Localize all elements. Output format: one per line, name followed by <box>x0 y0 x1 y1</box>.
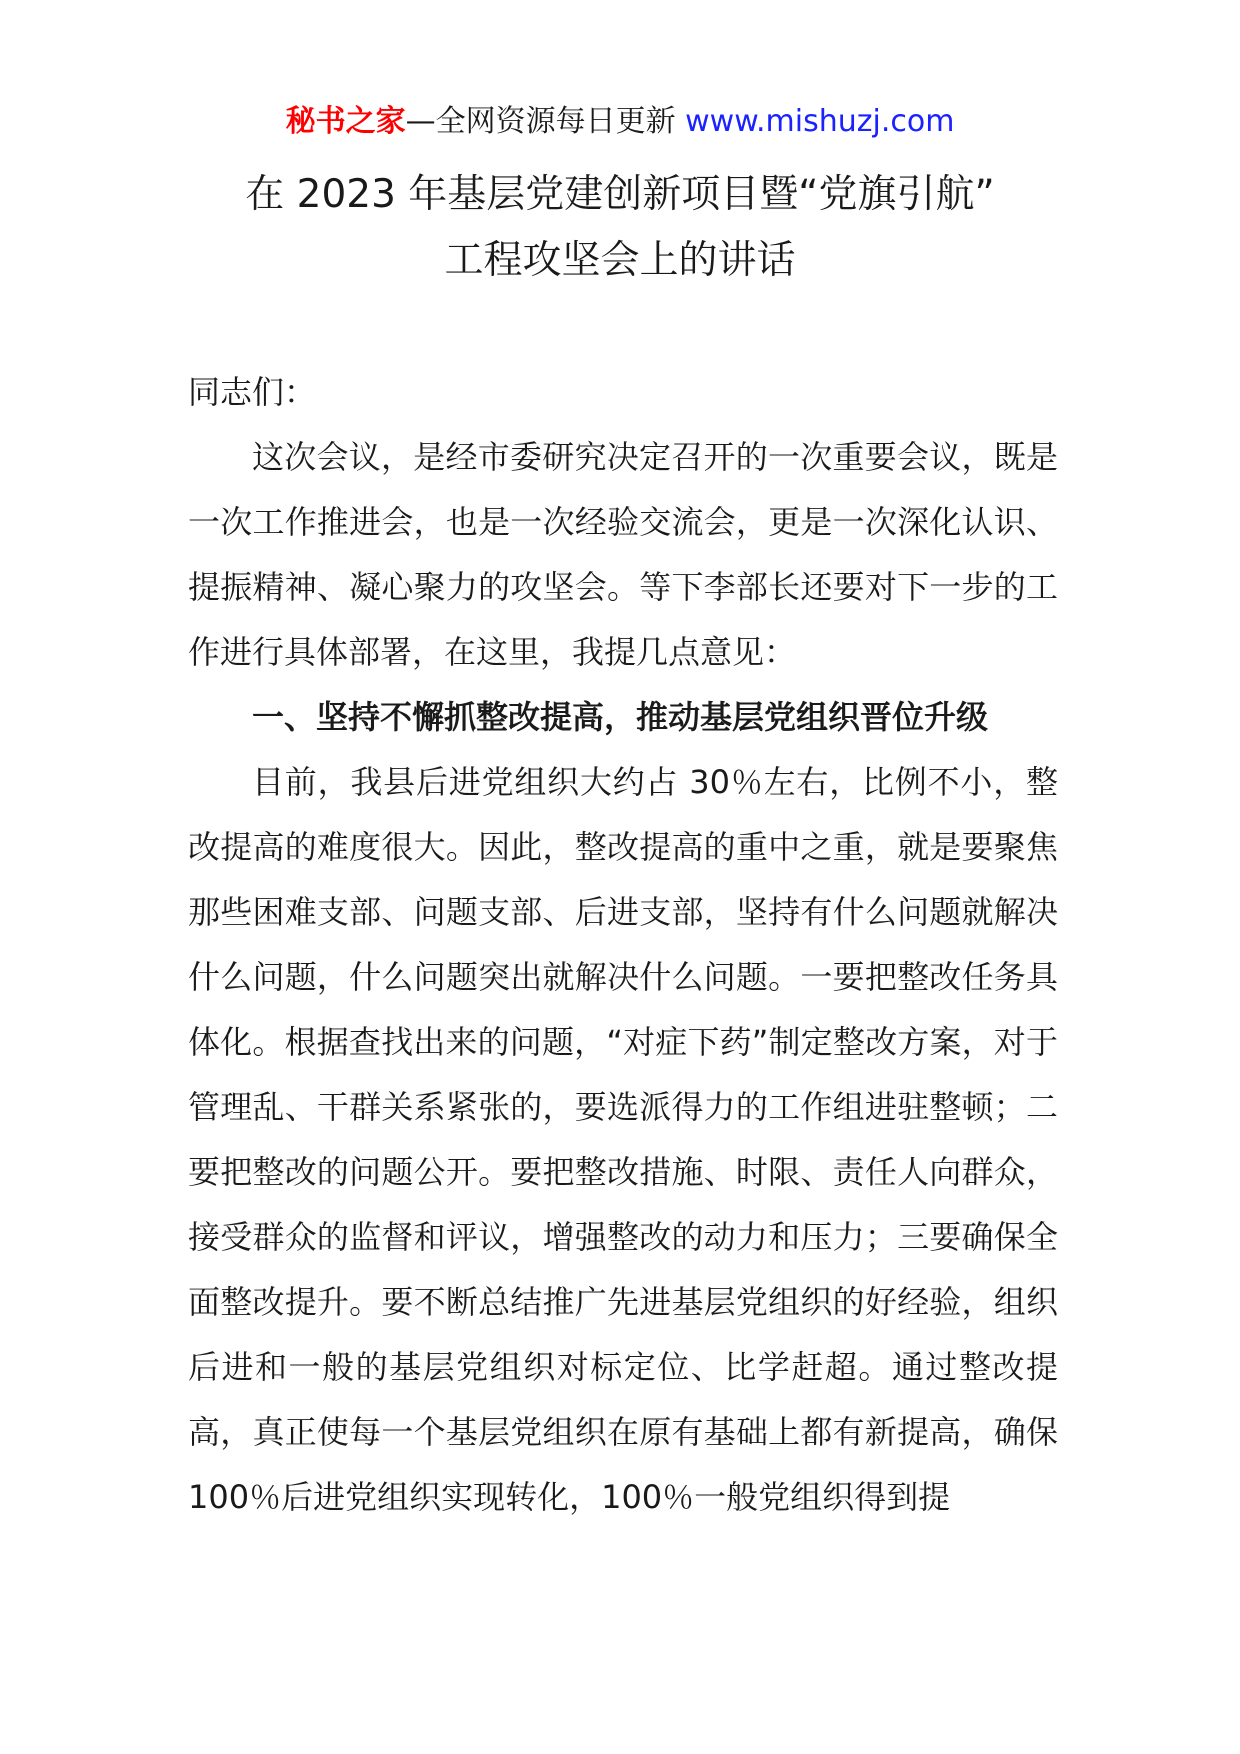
site-header <box>0 100 1240 144</box>
salutation: 同志们： <box>188 373 317 411</box>
site-brand: 秘书之家 <box>285 104 406 139</box>
site-tagline: —全网资源每日更新 <box>405 104 686 139</box>
document-title-line-1: 在 2023 年基层党建创新项目暨“党旗引航” <box>245 172 995 217</box>
site-url-link[interactable]: www.mishuzj.com <box>685 104 955 139</box>
section-heading-1: 一、坚持不懈抓整改提高，推动基层党组织晋位升级 <box>252 698 989 736</box>
document-body <box>188 360 1058 1530</box>
paragraph-intro: 这次会议，是经市委研究决定召开的一次重要会议，既是一次工作推进会，也是一次经验交流会，更是一次深化认识、提振精神、凝心聚力的攻坚会。等下李部长还要对下一步的工作进行具体部署，在这里，我提几点意见： <box>188 438 1058 671</box>
document-title-line-2: 工程攻坚会上的讲话 <box>444 238 796 283</box>
document-title <box>0 162 1240 294</box>
paragraph-section-1: 目前，我县后进党组织大约占 30％左右，比例不小，整改提高的难度很大。因此，整改提高的重中之重，就是要聚焦那些困难支部、问题支部、后进支部，坚持有什么问题就解决什么问题，什么问题突出就解决什么问题。一要把整改任务具体化。根据查找出来的问题，“对症下药”制定整改方案，对于管理乱、干群关系紧张的，要选派得力的工作组进驻整顿；二要把整改的问题公开。要把整改措施、时限、责任人向群众，接受群众的监督和评议，增强整改的动力和压力；三要确保全面整改提升。要不断总结推广先进基层党组织的好经验，组织后进和一般的基层党组织对标定位、比学赶超。通过整改提高，真正使每一个基层党组织在原有基础上都有新提高，确保 100％后进党组织实现转化，100％一般党组织得到提 <box>188 763 1058 1516</box>
